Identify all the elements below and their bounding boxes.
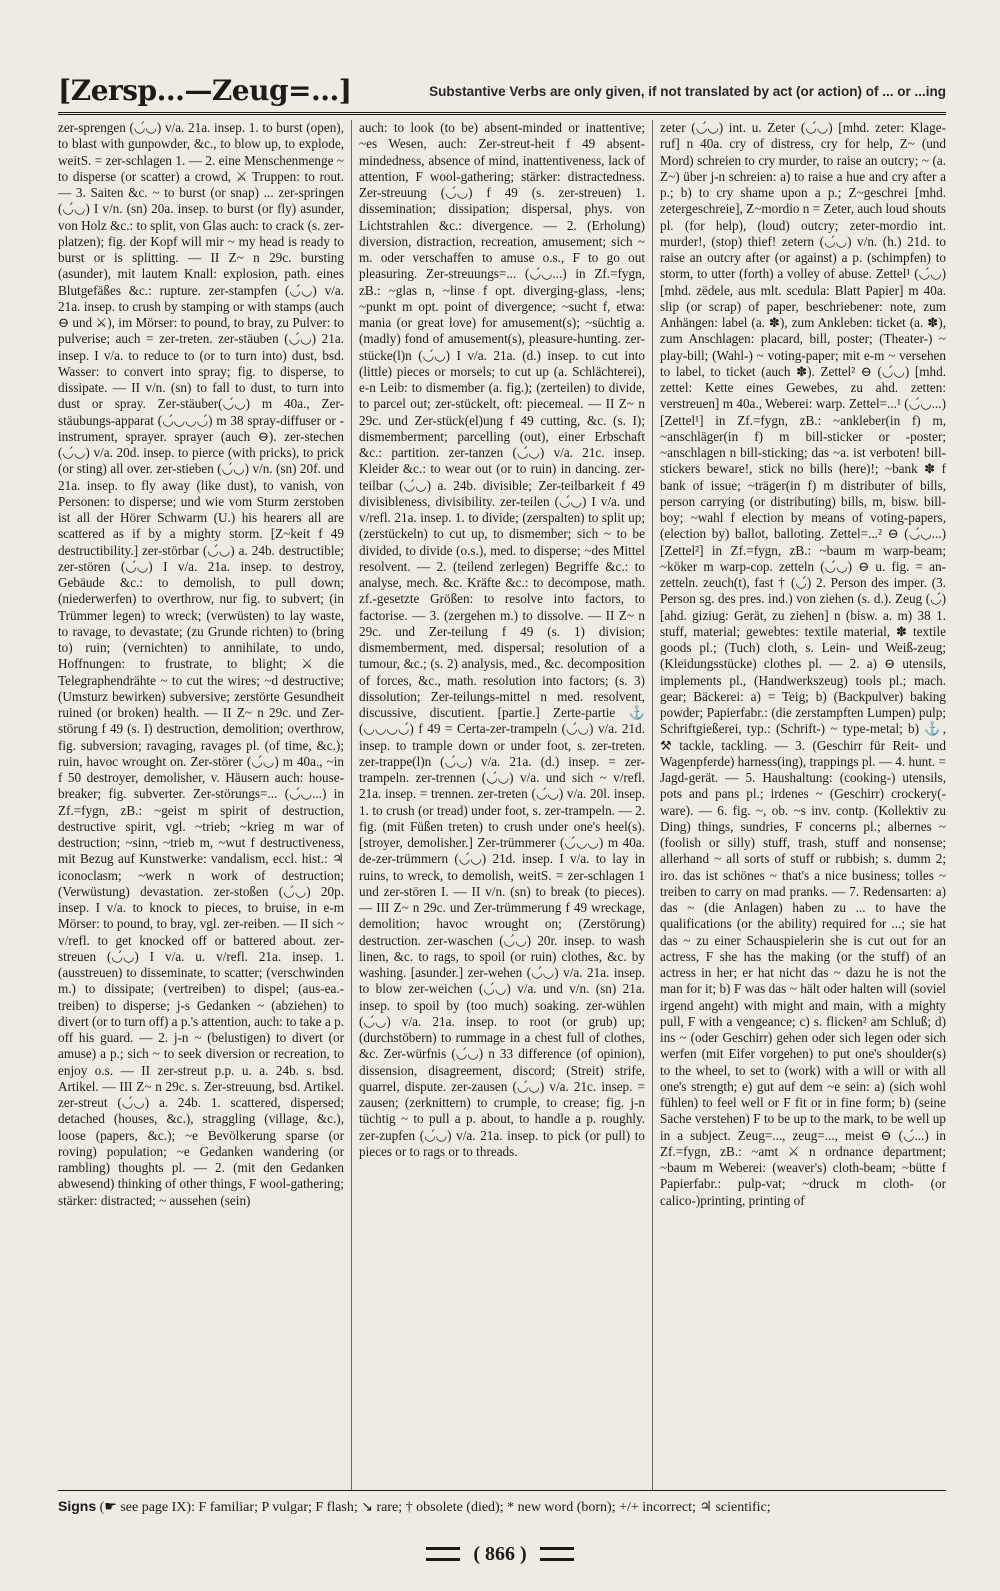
page-number-block [0, 1542, 1000, 1566]
column-text: zer-sprengen (◡́◡) v/a. 21a. insep. 1. to burst (open), to blast with gunpowder, &c., to blow up, to explode, weitS. = zer-schlagen 1. — 2. eine Menschenmenge ~ to disperse (or scatter) a crowd, ⚔ Truppen: to rout. — 3. Saiten &c. ~ to burst (or snap) ... zer-springen (◡́◡) I v/n. (sn) 20a. insep. to burst (or fly) asunder, von Holz &c.: to split, von Glas auch: to crack (s. zer-platzen); fig. der Kopf will mir ~ my head is ready to burst or is splitting. — II Z~ n 29c. bursting (asunder), mit lautem Knall: explosion, path. eines Blutgefäßes &c.: rupture. zer-stampfen (◡́◡) v/a. 21a. insep. to crush by stamping or with stamps (auch ⊖ und ⚔), im Mörser: to pound, to bray, zu Pulver: to pulverise; auch = zer-treten. zer-stäuben (◡́◡) 21a. insep. I v/a. to reduce to (or to turn into) dust, bsd. Wasser: to convert into spray; fig. to disperse, to dissipate. — II v/n. (sn) to fall to dust, to turn into dust or spray. Zer-stäuber(◡́◡) m 40a., Zer-stäubungs-apparat (◡́◡◡◡́) m 38 spray-diffuser or -instrument, sprayer. sprayer (auch ⊖). zer-stechen (◡́◡) v/a. 20d. insep. to pierce (with pricks), to prick (or sting) all over. zer-stieben (◡́◡) v/n. (sn) 20f. und 21a. insep. to fly away (like dust), to vanish, von Personen: to disperse; und wie vom Sturm zerstoben ist all der Hörer Schwarm (U.) his hearers all are scattered as if by a mighty storm. [Z~keit f 49 destructibility.] zer-störbar (◡́◡) a. 24b. destructible; zer-stören (◡́◡) I v/a. 21a. insep. to destroy, Gebäude &c.: to demolish, to pull down; (niederwerfen) to overthrow, nur fig. to subvert; (in Trümmer legen) to wreck; (verwüsten) to lay waste, to ravage, to devastate; (zu Grunde richten) to (bring to) ruin; (vernichten) to annihilate, to undo, Hoffnungen: to frustrate, to blight; ⚔ die Telegraphendrähte ~ to cut the wires; ~d destructive; (Umsturz bewirken) subversive; zerstörte Gesundheit ruined (or broken) health. — II Z~ n 29c. und Zer-störung f 49 (s. I) destruction, demolition; overthrow, fig. subversion; ravaging, ravages pl. (of time, &c.); ruin, havoc wrought on. Zer-störer (◡́◡) m 40a., ~in f 50 destroyer, demolisher, v. Häusern auch: house-breaker; fig. subverter. Zer-störungs=... (◡́◡...) in Zf.=fygn, zB.: ~geist m spirit of destruction, destructive spirit, vgl. ~trieb; ~krieg m war of destruction; ~sinn, ~trieb m, ~wut f destructiveness, mit Bezug auf Kunstwerke: vandalism, eccl. hist.: ♃ iconoclasm; ~werk n work of destruction; (Verwüstung) devastation. zer-stoßen (◡́◡) 20p. insep. I v/a. to knock to pieces, to bruise, in e-m Mörser: to pound, to bray, vgl. zer-reiben. — II sich ~ v/refl. to get knocked off or battered about. zer-streuen (◡́◡) I v/a. u. v/refl. 21a. insep. 1. (ausstreuen) to disseminate, to scatter; (verschwinden m.) to dissipate; (vertreiben) to dispel; (aus-ea.-treiben) to disperse; j-s Gedanken ~ (abziehen) to divert (or to turn off) a p.'s attention, auch: to take a p. off his guard. — 2. j-n ~ (belustigen) to divert (or amuse) a p.; sich ~ to seek diversion or recreation, to enjoy o.s. — II zer-streut p.p. u. a. 24b. s. bsd. Artikel. — III Z~ n 29c. s. Zer-streuung, bsd. Artikel. zer-streut (◡́◡) a. 24b. 1. scattered, dispersed; detached (houses, &c.), straggling (village, &c.), loose (papers, &c.); ~e Bevölkerung sparse (or roving) population; ~e Gedanken wandering (or rambling) thoughts pl. — 2. (mit den Gedanken abwesend) thinking of other things, F wool-gathering; stärker: distracted; ~ aussehen (sein) [58, 120, 344, 1208]
column-text: zeter (◡́◡) int. u. Zeter (◡́◡) [mhd. zeter: Klage-ruf] n 40a. cry of distress, cry for help, Z~ (und Mord) schreien to cry murder, to raise an outcry; ~ (a. Z~) über j-n schreien: a) to raise a hue and cry after a p.; b) to cry shame upon a p.; Z~geschrei [mhd. zetergeschreie], Z~mordio n = Zeter, auch loud shouts pl. (for help), (loud) outcry; zeter-mordio int. murder!, (stop) thief! zetern (◡́◡) v/n. (h.) 21d. to raise an outcry after (or against) a p. (schimpfen) to storm, to utter (forth) a volley of abuse. Zettel¹ (◡́◡) [mhd. zëdele, aus mlt. scedula: Blatt Papier] m 40a. slip (or scrap) of paper, beschriebener: note, zum Anhängen: label (a. ✽), zum Ankleben: ticket (a. ✽), zum Anschlagen: placard, bill, poster; (Theater-) ~ play-bill; (Wahl-) ~ voting-paper; mit e-m ~ versehen to label, to ticket (auch ✽). Zettel² ⊖ (◡́◡) [mhd. zettel: Kette eines Gewebes, zu ahd. zetten: verstreuen] m 40a., Weberei: warp. Zettel=...¹ (◡́◡...) [Zettel¹] in Zf.=fygn, zB.: ~ankleber(in f) m, ~anschläger(in f) m bill-sticker or -poster; ~anschlagen n bill-sticking; das ~a. ist verboten! bill-stickers beware!, stick no bills (here)!; ~bank ✽ f bank of issue; ~träger(in f) m distributer of bills, person carrying (or distributing) bills, m, bisw. bill-boy; ~wahl f election by means of voting-papers, (election by) ballot, balloting. Zettel=...² ⊖ (◡́◡...) [Zettel²] in Zf.=fygn, zB.: ~baum m warp-beam; ~köker m warp-cop. zetteln (◡́◡) ⊖ u. fig. = an-zetteln. zeuch(t), fast † (◡́) 2. Person des imper. (3. Person sg. des pres. ind.) von ziehen (s. d.). Zeug (◡́) [ahd. giziug: Gerät, zu ziehen] n (bisw. a. m) 38 1. stuff, material; gewebtes: textile material, ✽ textile goods pl.; (Tuch) cloth, s. Lein- und Weiß-zeug; (Kleidungsstücke) clothes pl. — 2. a) ⊖ utensils, implements pl., (Handwerkszeug) tools pl.; mach. gear; Bäckerei: a) = Teig; b) (Backpulver) baking powder; Papierfabr.: (die zerstampften Lumpen) pulp; Schriftgießerei, typ.: (Schrift-) ~ type-metal; b) ⚓, ⚒ tackle, tackling. — 3. (Geschirr für Reit- und Wagenpferde) harness(ing), trappings pl. — 4. hunt. = Jagd-gerät. — 5. Haushaltung: (cooking-) utensils, pots and pans pl.; irdenes ~ (Geschirr) crockery(-ware). — 6. fig. ~, ob. ~s inv. contp. (Kollektiv zu Ding) things, sundries, F concerns pl.; albernes ~ (foolish or silly) stuff, trash, stuff and nonsense; allerhand ~ all sorts of stuff or rubbish; s. dumm 2; iro. das ist schönes ~ that's a nice business; tolles ~ treiben to carry on mad pranks. — 7. Redensarten: a) das ~ (die Anlagen) haben zu ... to have the qualifications (or the ability) required for ...; sie hat das ~ zu einer Schauspielerin she is cut out for an actress, F she has the making (or the stuff) of an actress in her; er hat nicht das ~ dazu he is not the man for it; b) F was das ~ hält oder halten will (soviel irgend angeht) with might and main, with a mighty pull, F with a vengeance; c) s. flicken² am Schluß; d) ins ~ (oder Geschirr) gehen oder sich legen oder sich werfen (mit Eifer vorgehen) to put one's shoulder(s) to the wheel, to set to (work) with a will or with all one's strength; e) gut auf dem ~e sein: a) (sich wohl fühlen) to feel well or F fit or in fine form; b) (seine Sache verstehen) F to be up to the mark, to be well up in a subject. Zeug=..., zeug=..., meist ⊖ (◡́...) in Zf.=fygn, zB.: ~amt ⚔ n ordnance department; ~baum m Weberei: (weaver's) cloth-beam; ~bütte f Papierfabr.: pulp-vat; ~druck m cloth- (or calico-)printing, printing of [660, 120, 946, 1208]
right-ornament [540, 1547, 574, 1561]
column-left [58, 120, 351, 1490]
signs-legend [58, 1498, 946, 1522]
column-middle [351, 120, 652, 1490]
running-head: [Zersp...—Zeug=...] [58, 74, 352, 107]
page-header [58, 72, 946, 115]
signs-text: (☛ see page IX): F familiar; P vulgar; F flash; ↘ rare; † obsolete (died); * new word (born); +/+ incorrect; ♃ scientific; [99, 1500, 771, 1515]
header-note: Substantive Verbs are only given, if not translated by act (or action) of ... or ...ing [429, 84, 946, 99]
column-text: auch: to look (to be) absent-minded or inattentive; ~es Wesen, auch: Zer-streut-heit f 49 absent-mindedness, absence of mind, inattentiveness, lack of attention, F wool-gathering; stärker: distractedness. Zer-streuung (◡́◡) f 49 (s. zer-streuen) 1. dissemination; dissipation; dispersal, phys. von Lichtstrahlen &c.: divergence. — 2. (Erholung) diversion, distraction, recreation, amusement; sich ~ m. oder verschaffen to amuse o.s., F to go out pleasuring. Zer-streuungs=... (◡́◡...) in Zf.=fygn, zB.: ~glas n, ~linse f opt. diverging-glass, -lens; ~punkt m opt. point of divergence; ~sucht f, etwa: mania (or great love) for amusement(s); ~süchtig a. (madly) fond of amusement(s), pleasure-hunting. zer-stücke(l)n (◡́◡) I v/a. 21a. (d.) insep. to cut into (little) pieces or morsels; to cut up (a. Schlächterei), e-n Leib: to dismember (a. fig.); (zerteilen) to divide, to parcel out; zer-stückelt, oft: piecemeal. — II Z~ n 29c. und Zer-stück(el)ung f 49 cutting, &c. (s. I); dismemberment; parcelling (out), einer Erbschaft &c.: partition. zer-tanzen (◡́◡) v/a. 21c. insep. Kleider &c.: to wear out (or to ruin) in dancing. zer-teilbar (◡́◡) a. 24b. divisible; Zer-teilbarkeit f 49 divisibleness, divisibility. zer-teilen (◡́◡) I v/a. und v/refl. 21a. insep. 1. to divide; (zerspalten) to split up; (zerstückeln) to cut up, to dismember; sich ~ to be divided, to divide (o.s.), med. to disperse; ~des Mittel resolvent. — 2. (teilend zerlegen) Begriffe &c.: to analyse, mech. &c. Kräfte &c.: to decompose, math. zf.-gesetzte Größen: to resolve into factors, to factorise. — 3. (zergehen m.) to dissolve. — II Z~ n 29c. und Zer-teilung f 49 (s. 1) division; dismemberment, med. dispersal; resolution of a tumour, &c.; (s. 2) analysis, med., &c. decomposition of forces, &c., math. resolution into factors; (s. 3) dissolution; Zer-teilungs-mittel n med. resolvent, discussive, discutient. [partie.] Zerte-partie ⚓ (◡◡◡◡́) f 49 = Certa-zer-trampeln (◡́◡) v/a. 21d. insep. to trample down or under foot, s. zer-treten. zer-trappe(l)n (◡́◡) v/a. 21a. (d.) insep. = zer-trampeln. zer-trennen (◡́◡) v/a. und sich ~ v/refl. 21a. insep. = trennen. zer-treten (◡́◡) v/a. 20l. insep. 1. to crush (or tread) under foot, s. zer-trampeln. — 2. fig. (mit Füßen treten) to crush under one's heel(s). [stroyer, demolisher.] Zer-trümmerer (◡́◡◡) m 40a. de-zer-trümmern (◡́◡) 21d. insep. I v/a. to lay in ruins, to wreck, to demolish, weitS. = zer-schlagen 1 und zer-stören I. — II v/n. (sn) to break (to pieces). — III Z~ n 29c. und Zer-trümmerung f 49 wreckage, demolition; havoc wrought on; (Zerstörung) destruction. zer-waschen (◡́◡) 20r. insep. to wash linen, &c. to rags, to spoil (or ruin) clothes, &c. by washing. [asunder.] zer-wehen (◡́◡) v/a. 21a. insep. to blow zer-weichen (◡́◡) v/a. und v/n. (sn) 21a. insep. to spoil by (too much) soaking. zer-wühlen (◡́◡) v/a. 21a. insep. to root (or grub) up; (durchstöbern) to rummage in a chest full of clothes, &c. Zer-würfnis (◡́◡) n 33 difference (of opinion), dissension, disagreement, discord; (Streit) strife, quarrel, dispute. zer-zausen (◡́◡) v/a. 21c. insep. = zausen; (zerknittern) to crumple, to crease; fig. j-n tüchtig ~ to pull a p. about, to handle a p. roughly. zer-zupfen (◡́◡) v/a. 21a. insep. to pick (or pull) to pieces or to rags or to threads. [359, 120, 645, 1159]
signs-label: Signs [58, 1498, 97, 1514]
dictionary-columns [58, 120, 946, 1491]
page-number: ( 866 ) [473, 1542, 527, 1565]
left-ornament [426, 1547, 460, 1561]
column-right [652, 120, 946, 1490]
